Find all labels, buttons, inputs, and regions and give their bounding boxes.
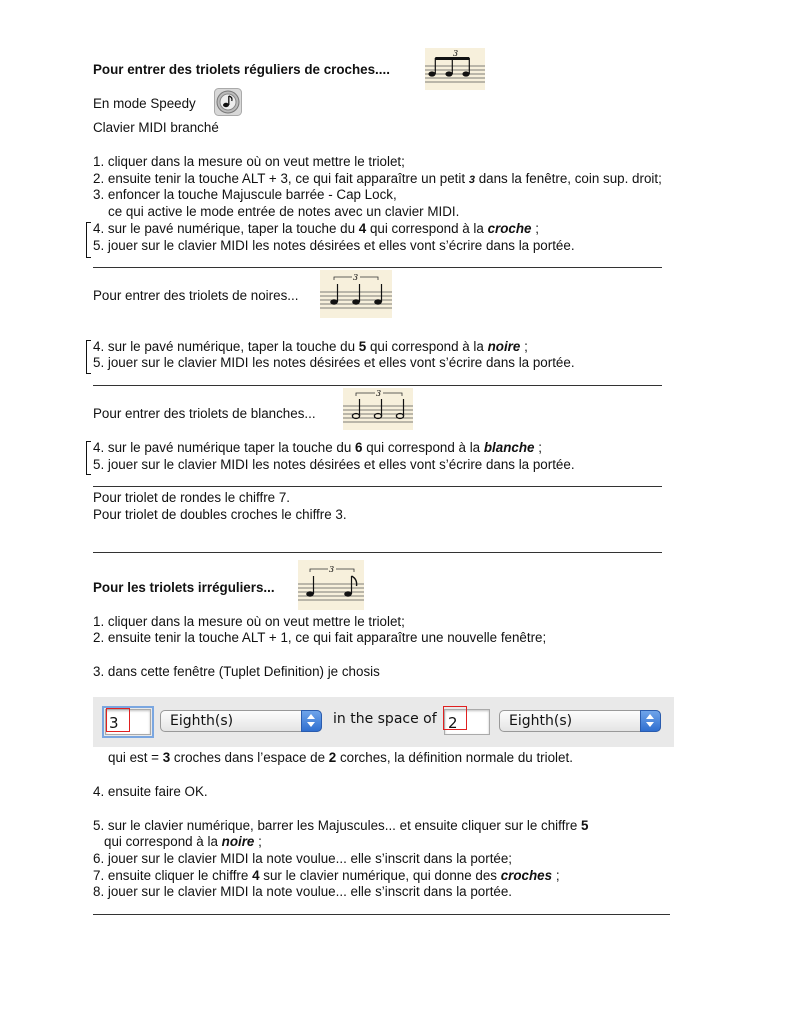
svg-text:3: 3: [376, 389, 382, 398]
section-title-half-triplets: Pour entrer des triolets de blanches...: [93, 406, 316, 421]
step-3: 3. dans cette fenêtre (Tuplet Definition) je chosis: [93, 664, 380, 679]
whole-note-triplet-line: Pour triolet de rondes le chiffre 7.: [93, 490, 291, 505]
section-title-eighth-triplets: Pour entrer des triolets réguliers de croches....: [93, 62, 390, 77]
step-5: 5. jouer sur le clavier MIDI les notes désirées et elles vont s’écrire dans la portée.: [93, 355, 575, 370]
sixteenth-triplet-line: Pour triolet de doubles croches le chiffre 3.: [93, 507, 347, 522]
tuplet-space-unit-select[interactable]: Eighth(s): [499, 710, 661, 732]
tuplet-count-input[interactable]: 3: [105, 709, 151, 735]
updown-arrow-icon: [640, 710, 661, 732]
highlight-box: [106, 708, 130, 732]
divider: [93, 267, 662, 268]
step-bracket: [86, 441, 91, 475]
svg-text:3: 3: [353, 273, 359, 282]
eighth-triplet-notation-icon: [425, 48, 485, 90]
half-triplet-notation-icon: [343, 388, 413, 430]
speedy-mode-icon: [214, 88, 242, 116]
quarter-triplet-notation-icon: [320, 270, 392, 318]
svg-text:3: 3: [329, 565, 335, 574]
irregular-triplet-notation-icon: [298, 560, 364, 610]
step-1: 1. cliquer dans la mesure où on veut mettre le triolet;: [93, 614, 405, 629]
step-3: 3. enfoncer la touche Majuscule barrée - Cap Lock,: [93, 187, 397, 202]
speedy-mode-line: En mode Speedy: [93, 96, 196, 111]
step-6: 6. jouer sur le clavier MIDI la note voulue... elle s’inscrit dans la portée;: [93, 851, 513, 866]
divider: [93, 385, 662, 386]
tuplet-unit-select[interactable]: Eighth(s): [160, 710, 322, 732]
step-2: 2. ensuite tenir la touche ALT + 3, ce qui fait apparaître un petit 3 dans la fenêtre, coin sup. droit;: [93, 171, 662, 186]
updown-arrow-icon: [301, 710, 322, 732]
divider: [93, 552, 662, 553]
midi-connected-line: Clavier MIDI branché: [93, 120, 219, 135]
step-5-continued: qui correspond à la noire ;: [104, 834, 262, 849]
in-the-space-of-label: in the space of: [333, 711, 437, 727]
step-2: 2. ensuite tenir la touche ALT + 1, ce qui fait apparaître une nouvelle fenêtre;: [93, 630, 547, 645]
step-7: 7. ensuite cliquer le chiffre 4 sur le clavier numérique, qui donne des croches ;: [93, 868, 560, 883]
step-5: 5. jouer sur le clavier MIDI les notes désirées et elles vont s’écrire dans la portée.: [93, 457, 575, 472]
step-5: 5. sur le clavier numérique, barrer les Majuscules... et ensuite cliquer sur le chiffre 5: [93, 818, 589, 833]
step-4: 4. sur le pavé numérique taper la touche du 6 qui correspond à la blanche ;: [93, 440, 542, 455]
step-bracket: [86, 222, 91, 258]
step-8: 8. jouer sur le clavier MIDI la note voulue... elle s’inscrit dans la portée.: [93, 884, 513, 899]
step-1: 1. cliquer dans la mesure où on veut mettre le triolet;: [93, 154, 405, 169]
divider: [93, 486, 662, 487]
step-4: 4. sur le pavé numérique, taper la touche du 5 qui correspond à la noire ;: [93, 339, 528, 354]
step-3-continued: ce qui active le mode entrée de notes avec un clavier MIDI.: [108, 204, 460, 219]
explanation-line: qui est = 3 croches dans l’espace de 2 corches, la définition normale du triolet.: [108, 750, 573, 765]
tuplet-definition-panel: [93, 697, 674, 747]
divider: [93, 914, 670, 915]
step-5: 5. jouer sur le clavier MIDI les notes désirées et elles vont s’écrire dans la portée.: [93, 238, 575, 253]
step-bracket: [86, 340, 91, 374]
tuplet-space-input[interactable]: 2: [444, 709, 490, 735]
step-4: 4. sur le pavé numérique, taper la touche du 4 qui correspond à la croche ;: [93, 221, 539, 236]
highlight-box: [443, 706, 467, 730]
step-4: 4. ensuite faire OK.: [93, 784, 208, 799]
section-title-irregular-triplets: Pour les triolets irréguliers...: [93, 580, 275, 595]
svg-text:3: 3: [453, 49, 459, 58]
section-title-quarter-triplets: Pour entrer des triolets de noires...: [93, 288, 299, 303]
